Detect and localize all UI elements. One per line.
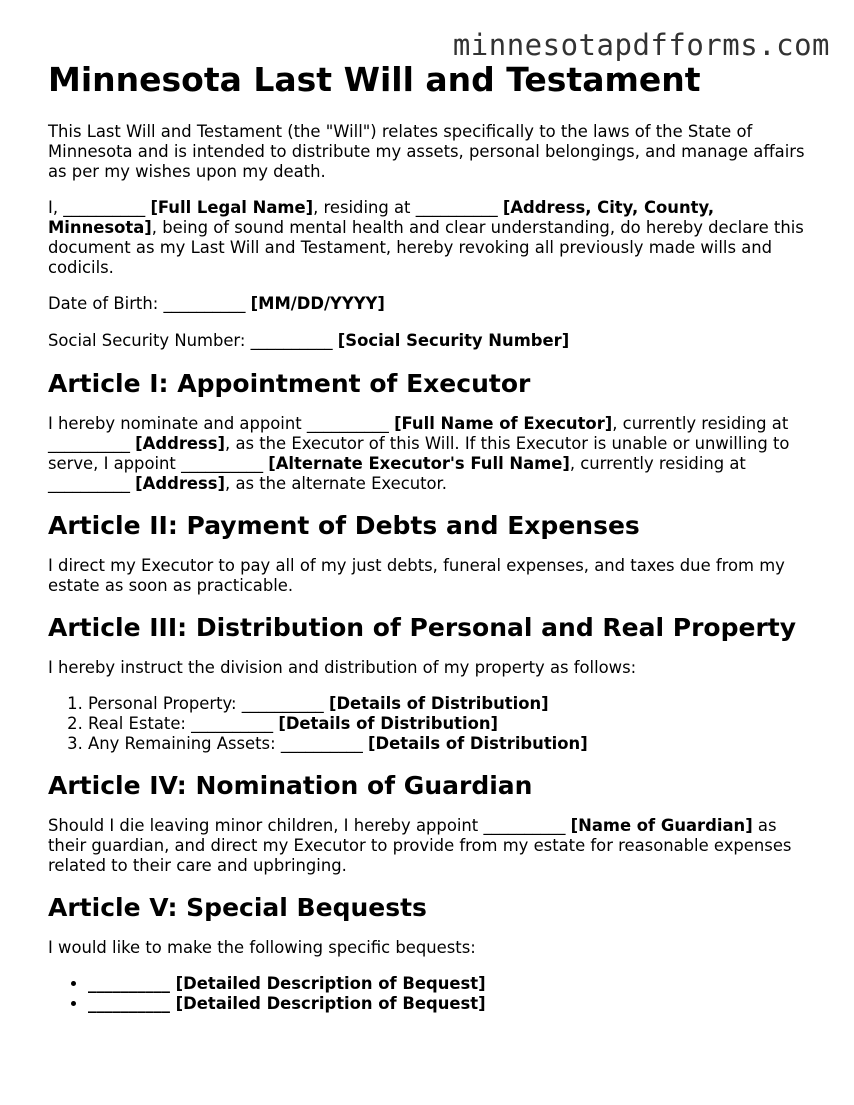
blank-line: __________ bbox=[241, 694, 324, 713]
list-item: 1. Personal Property: __________ [Details of Distribution] bbox=[88, 694, 818, 714]
declaration-paragraph: I, __________ [Full Legal Name], residing at __________ [Address, City, County, Minnesota], being of sound mental health and clear understanding, do hereby declare this document as my Last Will and Testament, hereby revoking all previously made wills and codicils. bbox=[48, 198, 804, 277]
alternate-executor-address-field: [Address] bbox=[135, 474, 226, 493]
dob-line: Date of Birth: __________ [MM/DD/YYYY] bbox=[48, 294, 385, 313]
ssn-field: [Social Security Number] bbox=[337, 331, 570, 350]
list-item: • __________ [Detailed Description of Bequest] bbox=[88, 974, 818, 994]
blank-line: __________ bbox=[63, 198, 146, 217]
intro-paragraph: This Last Will and Testament (the "Will") relates specifically to the laws of the State of Minnesota and is intended to distribute my assets, personal belongings, and manage affairs as per my wishes upon my death. bbox=[48, 122, 805, 181]
blank-line: __________ bbox=[191, 714, 274, 733]
executor-name-field: [Full Name of Executor] bbox=[394, 414, 613, 433]
site-watermark: minnesotapdfforms.com bbox=[452, 28, 830, 62]
document-body bbox=[48, 60, 818, 1030]
blank-line: __________ bbox=[280, 734, 363, 753]
address-field: [Address, City, County, Minnesota] bbox=[48, 198, 715, 237]
distribution-list bbox=[48, 694, 818, 754]
article-4-heading: Article IV: Nomination of Guardian bbox=[48, 771, 533, 800]
list-item: 3. Any Remaining Assets: __________ [Details of Distribution] bbox=[88, 734, 818, 754]
article-4-text: Should I die leaving minor children, I hereby appoint __________ [Name of Guardian] as their guardian, and direct my Executor to provide from my estate for reasonable expenses related to their care and upbringing. bbox=[48, 816, 792, 875]
blank-line: __________ bbox=[483, 816, 566, 835]
executor-address-field: [Address] bbox=[135, 434, 226, 453]
guardian-name-field: [Name of Guardian] bbox=[570, 816, 753, 835]
blank-line: __________ bbox=[250, 331, 333, 350]
document-title: Minnesota Last Will and Testament bbox=[48, 60, 701, 99]
article-1-text: I hereby nominate and appoint __________ [Full Name of Executor], currently residing at __________ [Address], as the Executor of this Will. If this Executor is unable or unwilling to serve, I appoint __________ [Alternate Executor's Full Name], currently residing at __________ [Address], as the alternate Executor. bbox=[48, 414, 790, 493]
ssn-line: Social Security Number: __________ [Social Security Number] bbox=[48, 331, 570, 350]
blank-line: __________ bbox=[306, 414, 389, 433]
blank-line: __________ bbox=[88, 994, 170, 1013]
alternate-executor-name-field: [Alternate Executor's Full Name] bbox=[268, 454, 570, 473]
dob-field: [MM/DD/YYYY] bbox=[250, 294, 385, 313]
blank-line: __________ bbox=[48, 474, 130, 493]
article-3-heading: Article III: Distribution of Personal and Real Property bbox=[48, 613, 797, 642]
full-legal-name-field: [Full Legal Name] bbox=[150, 198, 314, 217]
blank-line: __________ bbox=[48, 434, 130, 453]
list-item: 2. Real Estate: __________ [Details of Distribution] bbox=[88, 714, 818, 734]
blank-line: __________ bbox=[181, 454, 264, 473]
article-5-text: I would like to make the following specific bequests: bbox=[48, 938, 476, 957]
blank-line: __________ bbox=[415, 198, 498, 217]
article-2-heading: Article II: Payment of Debts and Expenses bbox=[48, 511, 640, 540]
article-1-heading: Article I: Appointment of Executor bbox=[48, 369, 531, 398]
article-3-text: I hereby instruct the division and distribution of my property as follows: bbox=[48, 658, 637, 677]
bequest-list bbox=[48, 974, 818, 1014]
article-5-heading: Article V: Special Bequests bbox=[48, 893, 427, 922]
blank-line: __________ bbox=[163, 294, 246, 313]
article-2-text: I direct my Executor to pay all of my just debts, funeral expenses, and taxes due from my estate as soon as practicable. bbox=[48, 556, 785, 595]
blank-line: __________ bbox=[88, 974, 170, 993]
list-item: • __________ [Detailed Description of Bequest] bbox=[88, 994, 818, 1014]
